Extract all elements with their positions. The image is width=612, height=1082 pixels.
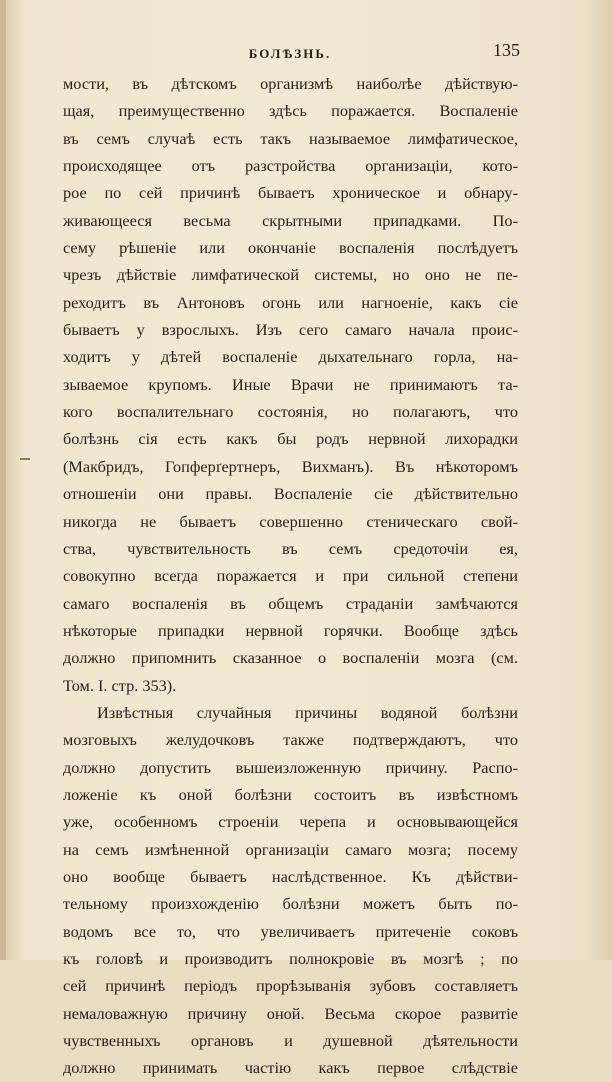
page-header (60, 40, 520, 64)
text-line: тельному произхожденію болѣзни можетъ быть по- (63, 894, 518, 914)
text-line: рое по сей причинѣ бываетъ хроническое и обнару- (63, 183, 518, 203)
text-line: должно припомнить сказанное о воспаленіи мозга (см. (63, 648, 518, 668)
text-line: въ семъ случаѣ есть такъ называемое лимфатическое, (63, 128, 518, 148)
text-line: чрезъ дѣйствіе лимфатической системы, но оно не пе- (63, 265, 518, 285)
text-line: самаго воспаленія въ общемъ страданіи замѣчаются (63, 593, 518, 613)
text-line: бываетъ у взрослыхъ. Изъ сего самаго начала проис- (63, 320, 518, 340)
text-line: болѣзнь сія есть какъ бы родъ нервной лихорадки (63, 429, 518, 449)
text-line: кого воспалительнаго состоянія, но полагаютъ, что (63, 402, 518, 422)
text-line: на семъ измѣненной организаціи самаго мозга; посему (63, 839, 518, 859)
text-line: ства, чувствительность въ семъ средоточіи ея, (63, 538, 518, 558)
text-line: никогда не бываетъ совершенно стеническаго свой- (63, 511, 518, 531)
page-number: 135 (493, 40, 520, 60)
text-line: къ головѣ и производитъ полнокровіе въ мозгѣ ; по (63, 949, 518, 968)
text-line: сему рѣшеніе или окончаніе воспаленія послѣдуетъ (63, 238, 518, 258)
text-line: Извѣстныя случайныя причины водяной болѣзни (97, 702, 518, 722)
text-line: щая, преимущественно здѣсь поражается. Воспаленіе (63, 101, 518, 121)
text-line: должно принимать частію какъ первое слѣдствіе (63, 1058, 518, 1078)
text-line: совокупно всегда поражается и при сильной степени (63, 566, 518, 586)
page-gutter-edge (0, 0, 6, 960)
text-line: должно допустить вышеизложенную причину. Распо- (63, 757, 518, 777)
text-line: ложеніе къ оной болѣзни состоитъ въ извѣстномъ (63, 784, 518, 804)
margin-mark (20, 458, 30, 460)
text-line: мозговыхъ желудочковъ также подтверждаютъ, что (63, 730, 518, 750)
text-line: живающееся весьма скрытными припадками. По- (63, 210, 518, 230)
body-text (63, 70, 518, 1082)
text-line: водомъ все то, что увеличиваетъ притеченіе соковъ (63, 921, 518, 941)
text-line: оно вообще бываетъ наслѣдственное. Къ дѣйстви- (63, 866, 518, 886)
text-line: реходитъ въ Антоновъ огонь или нагноеніе, какъ сіе (63, 292, 518, 312)
text-line: нѣкоторые припадки нервной горячки. Вообще здѣсь (63, 620, 518, 640)
running-title: БОЛѢЗНЬ. (248, 46, 332, 61)
text-line: зываемое крупомъ. Иные Врачи не принимаютъ та- (63, 374, 518, 394)
text-line: немаловажную причину оной. Весьма скорое развитіе (63, 1003, 518, 1023)
text-line: ходитъ у дѣтей воспаленіе дыхательнаго горла, на- (63, 347, 518, 367)
text-line: Том. I. стр. 353). (63, 675, 177, 695)
text-line: сей причинѣ періодъ прорѣзыванія зубовъ составляетъ (63, 976, 518, 996)
text-line: происходящее отъ разстройства организаціи, кото- (63, 156, 518, 176)
text-line: отношеніи они правы. Воспаленіе сіе дѣйствительно (63, 484, 518, 504)
text-line: уже, особенномъ строеніи черепа и основывающейся (63, 812, 518, 832)
text-line: чувственныхъ органовъ и душевной дѣятельности (63, 1031, 518, 1051)
text-line: (Макбридъ, Гопферґертнеръ, Вихманъ). Въ нѣкоторомъ (63, 456, 518, 476)
text-line: мости, въ дѣтскомъ организмѣ наиболѣе дѣйствую- (63, 74, 518, 93)
